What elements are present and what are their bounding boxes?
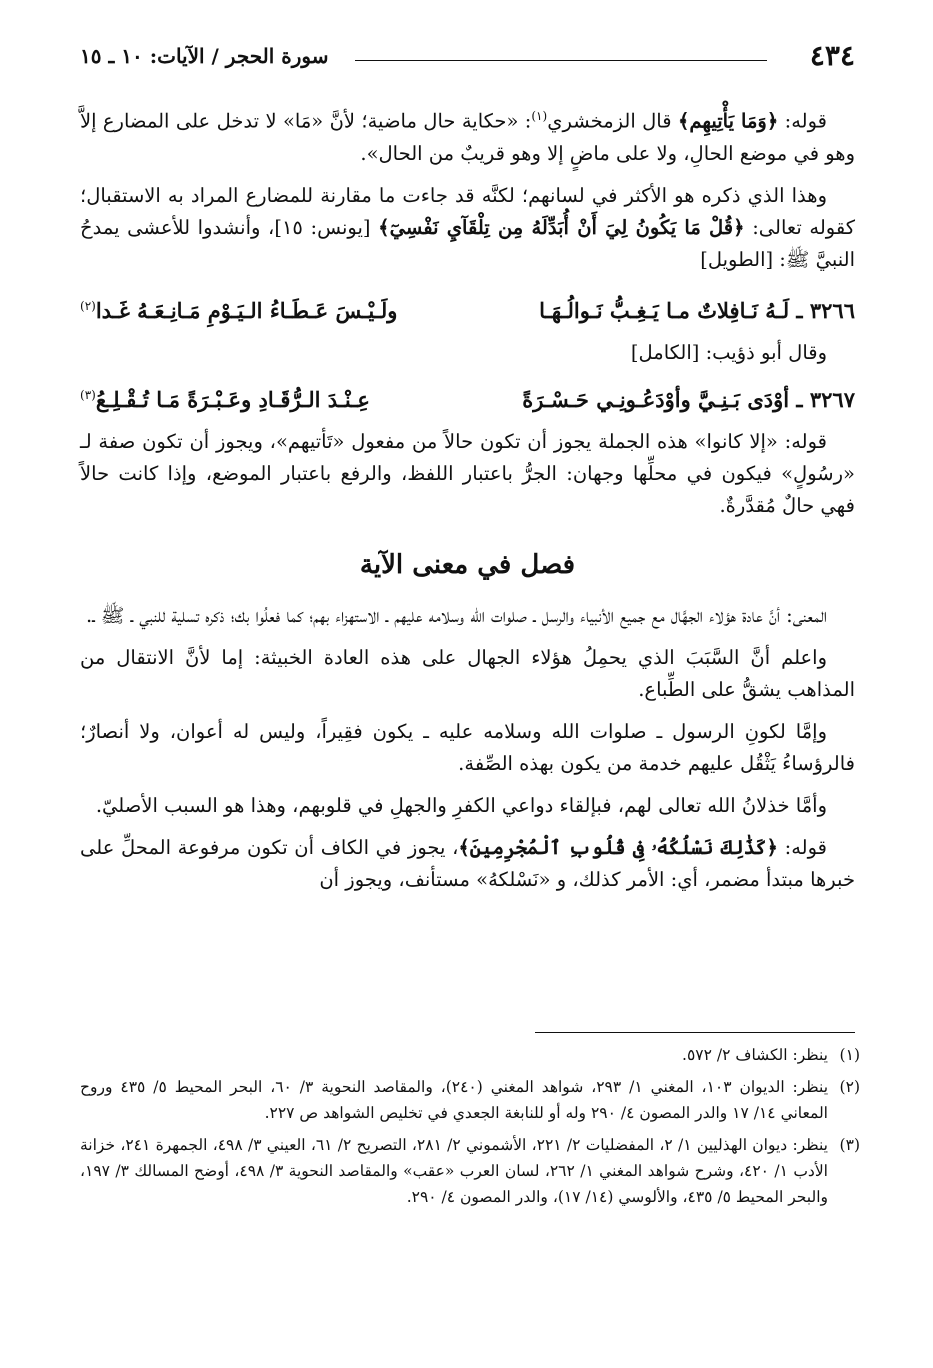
quran-quote: ﴿قُلْ مَا يَكُونُ لِيَ أَنْ أُبَدِّلَهُ مِن تِلْقَآيِ نَفْسِيٓ﴾: [378, 215, 745, 239]
footnote-number: (١): [839, 1046, 860, 1064]
footnote-ref: (١): [531, 109, 548, 123]
header-rule: [355, 60, 767, 61]
quran-quote: ﴿كَذَٰلِكَ نَسْلُكُهُۥ فِى قُلُوبِ ٱلْمُجْرِمِينَ﴾: [458, 835, 778, 859]
paragraph-zamakhshari: [80, 100, 855, 170]
verse-second-hemistich: [80, 286, 397, 331]
paragraph-khidhlan: وأمَّا خذلانُ الله تعالى لهم، فبإلقاء دواعي الكفرِ والجهلِ في قلوبهم، وهذا هو السبب الأصليّ.: [95, 793, 827, 817]
running-title: سورة الحجر / الآيات: ١٠ ـ ١٥: [80, 44, 329, 68]
paragraph-meaning: المعنى: أنَّ عادة هؤلاء الجهَّال مع جميع الأنبياء والرسل ـ صلوات الله وسلامه عليهم ـ الاستهزاء بهم؛ كما فعلُوا بك؛ ذكره تسلية للنبي ـ ﷺ ـ.: [86, 603, 827, 627]
paragraph-lead: وهذا الذي ذكره هو الأكثر في لسانهم؛ لكنَّه قد جاءت ما مقارنة للمضارع المراد به الاستقبال؛ كقوله تعالى:: [80, 183, 856, 239]
poetry-verse-3267: [80, 375, 855, 420]
verse-first-hemistich: [522, 380, 855, 420]
paragraph-cause: واعلم أنَّ السَّبَبَ الذي يحمِلُ هؤلاء الجهال على هذه العادة الخبيثة: إما لأنَّ الانتقال من المذاهب يشقُّ على الطِّباع.: [80, 645, 855, 701]
paragraph-rest: : «حكاية حال ماضية؛ لأنَّ «مَا» لا تدخل على المضارع إلاَّ وهو في موضع الحالِ، ولا على ماضٍ إلا وهو قريبٌ من الحال».: [80, 109, 855, 165]
footnote-ref: (٢): [80, 298, 96, 313]
verse-first-text: لَـهُ نَـافِلاتٌ مـا يَـغِـبُّ نَـوالُـهَـا: [539, 297, 790, 323]
footnote-text: ينظر: ديوان الهذليين ١/ ٢، المفضليات ٢/ ٢٢١، الأشموني ٢/ ٢٨١، التصريح ٢/ ٦١، العيني ٣/ ٤٩٨، الجمهرة ٢٤١، خزانة الأدب ١/ ٤٢٠، وشرح شواهد المغني ١/ ٢٦٢، لسان العرب «عقب» والمقاصد النحوية ٣/ ٤٩٨، أوضح المسالك ٣/ ١٩٧، والبحر المحيط ٥/ ٤٣٥، والألوسي (١٤/ ١٧)، والدر المصون ٤/ ٢٩٠.: [80, 1136, 828, 1206]
main-text: [80, 100, 855, 906]
section-heading: فصل في معنى الآية: [359, 549, 576, 580]
verse-first-text: أوْدَى بَـنِـيَّ وأوْدَعُـونِـي حَـسْـرَةً: [522, 386, 790, 412]
footnote-3: [80, 1132, 860, 1210]
paragraph-lead: قوله:: [777, 835, 827, 859]
poetry-verse-3266: [80, 286, 855, 331]
paragraph-poverty: وإمَّا لكونِ الرسول ـ صلوات الله وسلامه عليه ـ يكون فقِيراً، وليس له أعوان، ولا أنصارٌ؛ فالرؤساءُ يَثْقُل عليهم خدمة من يكون بهذه الصِّفة.: [80, 719, 855, 775]
verse-second-text: عِـنْـدَ الـرُّقَـادِ وعَـبْـرَةً مَـا تُـقْـلِـعُ: [95, 386, 370, 412]
footnote-2: [80, 1074, 860, 1126]
footnote-1: [80, 1042, 860, 1068]
footnote-text: ينظر: الكشاف ٢/ ٥٧٢.: [682, 1046, 828, 1064]
footnotes: [80, 1042, 860, 1216]
footnote-text: ينظر: الديوان ١٠٣، المغني ١/ ٢٩٣، شواهد المغني (٢٤٠)، والمقاصد النحوية ٣/ ٦٠، البحر المحيط ٥/ ٤٣٥ وروح المعاني ١٤/ ١٧ والدر المصون ٤/ ٢٩٠ وله أو للنابغة الجعدي في تخليص الشواهد ص ٢٢٧.: [80, 1078, 829, 1122]
paragraph-rest: ، يجوز في الكاف أن تكون مرفوعة المحلِّ على خبرها مبتدأ مضمر، أي: الأمر كذلك، و «نَسْلكهُ» مستأنف، ويجوز أن: [80, 835, 855, 891]
verse-first-hemistich: [539, 291, 855, 331]
footnote-ref: (٣): [80, 387, 96, 402]
paragraph-istiqbal: [80, 180, 855, 276]
paragraph-illa-kanu: قوله: «إلا كانوا» هذه الجملة يجوز أن تكون حالاً من مفعول «تَأتيهم»، ويجوز أن تكون صفة لـ «رسُولٍ» فيكون في محلِّها وجهان: الجرُّ باعتبار اللفظ، والرفع باعتبار الموضع، وإذا كانت حالاً فهي حالٌ مُقدَّرةٌ.: [80, 429, 855, 517]
verse-second-hemistich: [80, 375, 370, 420]
footnote-number: (٢): [839, 1078, 860, 1096]
footnote-number: (٣): [839, 1136, 860, 1154]
page-header: [80, 38, 855, 74]
paragraph-lead: قوله:: [778, 109, 827, 133]
page-number: ٤٣٤: [809, 39, 855, 72]
footnote-separator: [535, 1032, 855, 1033]
paragraph-mid: قال الزمخشري: [547, 109, 678, 133]
verse-second-text: ولَـيْـسَ عَـطَـاءُ الـيَـوْمِ مَـانِـعَـهُ غَـدا: [95, 297, 398, 323]
meter-label: وقال أبو ذؤيب: [الكامل]: [630, 340, 827, 364]
verse-number: ٣٢٦٧ ـ: [796, 386, 855, 412]
quran-quote: ﴿وَمَا يَأْتِيهِم﴾: [677, 109, 779, 133]
paragraph-kadhalika: [80, 832, 855, 896]
paragraph-rest: [يونس: ١٥]، وأنشدوا للأعشى يمدحُ النبيَّ ﷺ: [الطويل]: [80, 215, 855, 271]
verse-number: ٣٢٦٦ ـ: [796, 297, 855, 323]
